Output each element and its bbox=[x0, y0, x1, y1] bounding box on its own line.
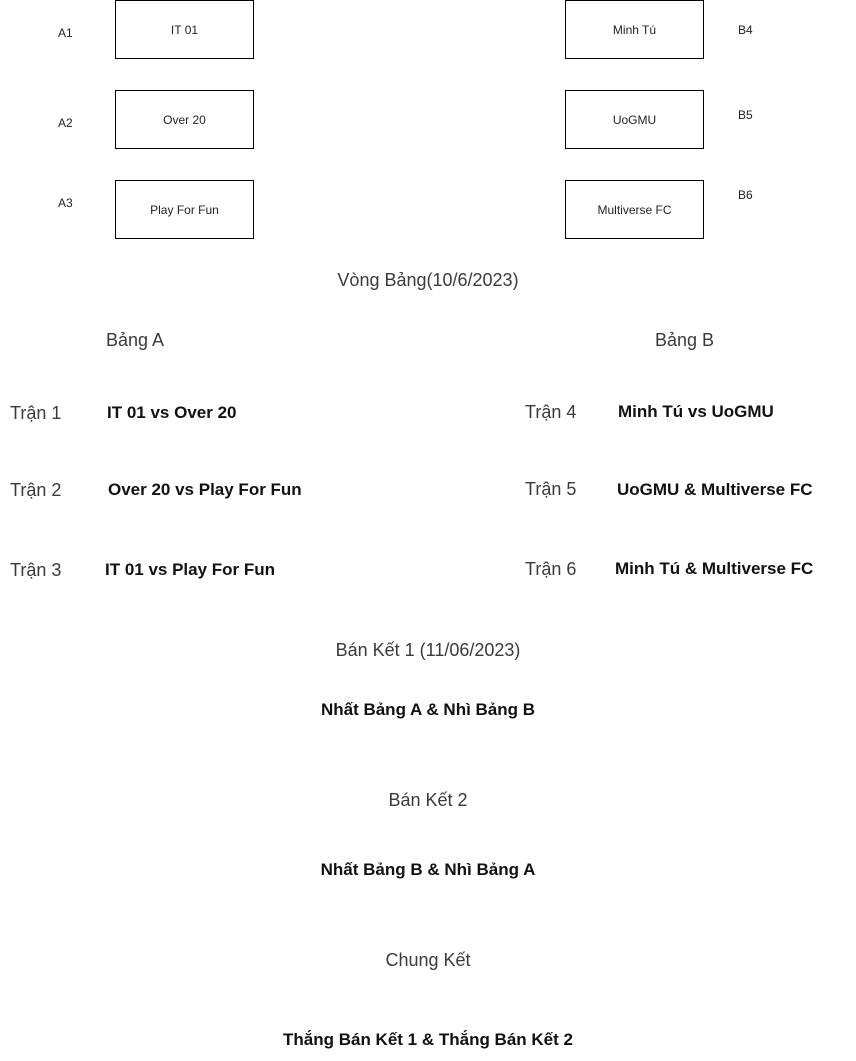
team-name: IT 01 bbox=[170, 22, 199, 37]
team-name: Over 20 bbox=[163, 112, 206, 127]
match-label-3: Trận 3 bbox=[10, 560, 62, 580]
match-fixture-5: UoGMU & Multiverse FC bbox=[617, 480, 813, 499]
team-box-b5 bbox=[565, 90, 704, 149]
team-box-b6 bbox=[565, 180, 704, 239]
semifinal-1-fixture: Nhất Bảng A & Nhì Bảng B bbox=[320, 700, 536, 719]
match-fixture-6: Minh Tú & Multiverse FC bbox=[615, 559, 814, 578]
final-fixture: Thắng Bán Kết 1 & Thắng Bán Kết 2 bbox=[283, 1030, 573, 1049]
final-title: Chung Kết bbox=[385, 950, 471, 970]
team-name: UoGMU bbox=[612, 112, 657, 127]
match-fixture-4: Minh Tú vs UoGMU bbox=[618, 402, 774, 421]
team-box-b4 bbox=[565, 0, 704, 59]
group-b-title: Bảng B bbox=[655, 330, 715, 350]
match-label-5: Trận 5 bbox=[525, 479, 577, 499]
slot-label-b4: B4 bbox=[738, 23, 753, 37]
team-name: Multiverse FC bbox=[597, 202, 672, 217]
match-fixture-3: IT 01 vs Play For Fun bbox=[105, 560, 276, 579]
match-label-1: Trận 1 bbox=[10, 403, 62, 423]
slot-label-b6: B6 bbox=[738, 188, 753, 202]
semifinal-2-fixture: Nhất Bảng B & Nhì Bảng A bbox=[320, 860, 536, 879]
team-name: Minh Tú bbox=[612, 22, 657, 37]
slot-label-a3: A3 bbox=[58, 196, 73, 210]
team-name: Play For Fun bbox=[150, 202, 219, 217]
group-stage-title: Vòng Bảng(10/6/2023) bbox=[337, 270, 519, 290]
match-label-4: Trận 4 bbox=[525, 402, 577, 422]
match-label-2: Trận 2 bbox=[10, 480, 62, 500]
semifinal-1-title: Bán Kết 1 (11/06/2023) bbox=[335, 640, 521, 660]
match-label-6: Trận 6 bbox=[525, 559, 577, 579]
team-box-a2 bbox=[115, 90, 254, 149]
team-box-a3 bbox=[115, 180, 254, 239]
group-a-title: Bảng A bbox=[106, 330, 165, 350]
match-fixture-2: Over 20 vs Play For Fun bbox=[108, 480, 302, 499]
match-fixture-1: IT 01 vs Over 20 bbox=[107, 403, 237, 422]
semifinal-2-title: Bán Kết 2 bbox=[388, 790, 468, 810]
team-box-a1 bbox=[115, 0, 254, 59]
slot-label-a2: A2 bbox=[58, 116, 73, 130]
slot-label-b5: B5 bbox=[738, 108, 753, 122]
slot-label-a1: A1 bbox=[58, 26, 73, 40]
